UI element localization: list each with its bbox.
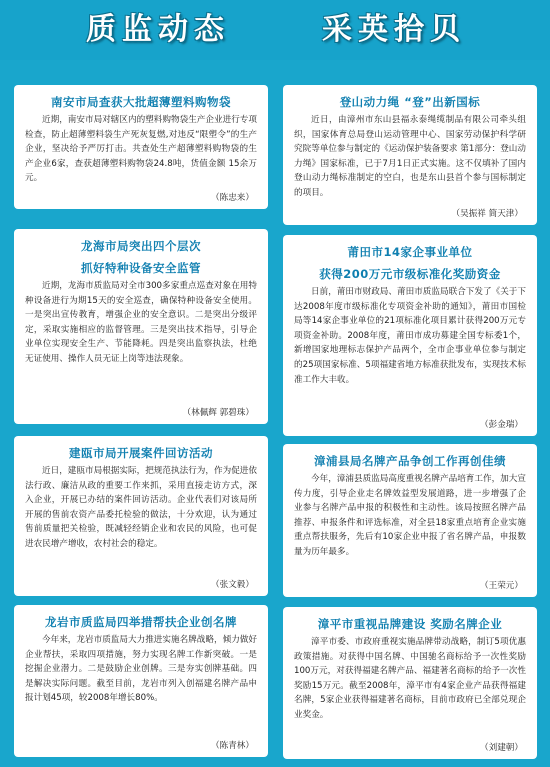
article-body: 漳平市委、市政府重视实施品牌带动战略，制订5项优惠政策措施。对获得中国名牌、中国驰名商标给予一次性奖励100万元，对获得福建名牌产品、福建著名商标的给予一次性奖励15万元。截至2008年，漳平市有4家企业产品获得福建名牌，5家企业获得福建著名商标，目前市政府已全部兑现企业奖金。 — [294, 637, 526, 720]
banner-title-right: 采英拾贝 — [322, 12, 466, 47]
article-author: （刘建朝） — [480, 743, 523, 753]
article-title: 抓好特种设备安全监管 — [81, 261, 201, 275]
article-card-zhangping — [283, 607, 537, 759]
article-body: 近期，龙海市质监局对全市300多家重点巡查对象在用特种设备进行为期15天的安全巡查，确保特种设备安全使用。一是突出宣传教育，增强企业的安全意识。二是突出分级评定，采取实施相应的监督管理。三是突出技术指导，引导企业单位实现安全生产、节能降耗。四是突出监察执法，杜绝无证使用、操作人员无证上岗等违法现象。 — [25, 281, 257, 364]
article-title: 登山动力绳 “登”出新国标 — [339, 95, 481, 109]
article-author: （林佩辉 郭碧珠） — [182, 408, 254, 418]
article-title: 龙岩市质监局四举措帮扶企业创名牌 — [45, 615, 237, 629]
article-body: 今年，漳浦县质监局高度重视名牌产品培育工作，加大宣传力度，引导企业走名牌效益型发展道路，进一步增强了企业参与名牌产品申报的积极性和主动性。该局按照名牌产品推荐、申报条件和评选标准，对全县18家重点培育企业实施重点帮扶服务，先后有10家企业申报了省名牌产品，申报数量为历年最多。 — [294, 474, 526, 557]
article-title: 漳浦县局名牌产品争创工作再创佳绩 — [314, 454, 506, 468]
article-card-longyan — [14, 605, 268, 757]
article-author: （彭金瑞） — [480, 420, 523, 430]
article-card-dongshan — [283, 85, 537, 225]
article-card-nanan — [14, 85, 268, 209]
banner-title-left: 质监动态 — [86, 12, 230, 47]
article-title: 获得200万元市级标准化奖励资金 — [319, 267, 501, 281]
article-body: 今年来，龙岩市质监局大力推进实施名牌战略，倾力做好企业帮扶，采取四项措施，努力实现名牌工作新突破。一是挖掘企业潜力。二是鼓励企业创牌。三是夯实创牌基础。四是解决实际问题。截至目前，龙岩市列入创福建名牌产品申报计划45项，较2008年增长80%。 — [25, 635, 257, 704]
article-card-longhai — [14, 229, 268, 424]
article-body: 近日，由漳州市东山县福永泰绳缆制品有限公司牵头组织，国家体育总局登山运动管理中心、国家劳动保护科学研究院等单位参与制定的《运动保护装备要求 第1部分：登山动力绳》国家标准，已于7月1日正式实施。这不仅填补了国内登山动力绳标准制定的空白，也是东山县首个参与国标制定的项目。 — [294, 115, 526, 198]
article-author: （陈忠来） — [211, 193, 254, 203]
article-title: 龙海市局突出四个层次 — [81, 239, 201, 253]
article-author: （张文毅） — [211, 580, 254, 590]
article-title: 漳平市重视品牌建设 奖励名牌企业 — [317, 617, 503, 631]
article-body: 日前，莆田市财政局、莆田市质监局联合下发了《关于下达2008年度市级标准化专项资金补助的通知》，莆田市国检局等14家企事业单位的21项标准化项目累计获得200万元专项资金补助。2008年度，莆田市成功募建全国专标委1个，新增国家地理标志保护产品两个，全市企事业单位参与制定的25项国家标准、5项福建省地方标准获批发布，实现技术标准工作大丰收。 — [294, 287, 526, 385]
article-author: （陈青林） — [211, 741, 254, 751]
header-banner — [0, 0, 550, 60]
article-body: 近日，建瓯市局根据实际，把规范执法行为，作为促进依法行政、廉洁从政的重要工作来抓，采用直接走访方式，深入企业，开展已办结的案件回访活动。企业代表们对该局所开展的售前农资产品委托检验的做法，十分欢迎，认为通过售前质量把关检验，既减轻经销企业和农民的风险，也可促进农民增产增收，农村社会的稳定。 — [25, 466, 257, 549]
article-title: 南安市局查获大批超薄塑料购物袋 — [51, 95, 231, 109]
article-body: 近期，南安市局对辖区内的塑料购物袋生产企业进行专项检查，防止超薄塑料袋生产死灰复燃,对违反“限塑令”的生产企业，坚决给予严厉打击。共查处生产超薄塑料购物袋的生产企业6家，查获超薄塑料购物袋24.8吨，货值金额 15余万元。 — [25, 115, 257, 184]
article-title: 莆田市14家企事业单位 — [347, 245, 473, 259]
article-card-zhangpu — [283, 444, 537, 597]
article-card-jianou — [14, 436, 268, 596]
article-title: 建瓯市局开展案件回访活动 — [69, 446, 213, 460]
article-card-putian — [283, 235, 537, 436]
article-author: （吴振祥 简天津） — [451, 209, 523, 219]
article-author: （王荣元） — [480, 581, 523, 591]
